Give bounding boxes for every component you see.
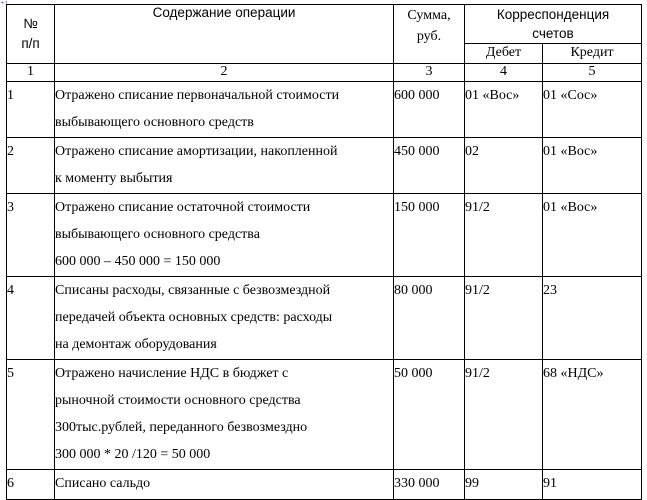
row-description-line: на демонтаж оборудования	[55, 337, 217, 352]
row-description-line: Отражено списание остаточной стоимости	[55, 200, 311, 215]
row-credit: 01 «Сос»	[543, 82, 642, 138]
row-num: 2	[7, 138, 55, 194]
row-sum: 450 000	[394, 138, 465, 194]
colnum-3: 3	[394, 64, 465, 82]
row-debit: 02	[465, 138, 543, 194]
row-description-line: Списаны расходы, связанные с безвозмездной	[55, 283, 331, 298]
row-description-line: 600 000 – 450 000 = 150 000	[55, 254, 221, 269]
row-debit: 91/2	[465, 194, 543, 277]
header-correspondence	[465, 5, 642, 44]
row-description-line: рыночной стоимости основного средства	[55, 393, 301, 408]
row-sum: 50 000	[394, 360, 465, 470]
row-description-line: 300 000 * 20 /120 = 50 000	[55, 447, 211, 462]
header-credit: Кредит	[543, 44, 642, 64]
row-num: 5	[7, 360, 55, 470]
colnum-2: 2	[55, 64, 394, 82]
header-num-line2: п/п	[21, 36, 40, 51]
row-description	[55, 194, 394, 277]
header-sum	[394, 5, 465, 64]
table-row	[7, 360, 642, 470]
row-description	[55, 82, 394, 138]
table-row	[7, 277, 642, 360]
header-sum-line1: Сумма,	[407, 8, 451, 23]
header-content	[55, 5, 394, 64]
row-num: 3	[7, 194, 55, 277]
row-debit: 91/2	[465, 360, 543, 470]
row-description-line: Отражено списание амортизации, накопленной	[55, 144, 338, 159]
header-content-label: Содержание операции	[152, 5, 296, 20]
row-description-line: 300тыс.рублей, переданного безвозмездно	[55, 420, 308, 435]
table-row	[7, 194, 642, 277]
row-sum: 330 000	[394, 470, 465, 500]
row-description	[55, 277, 394, 360]
table-anchor-icon[interactable]: ⁺¹	[0, 0, 8, 9]
row-description	[55, 360, 394, 470]
row-description-line: Отражено начисление НДС в бюджет с	[55, 366, 289, 381]
row-description-line: передачей объекта основных средств: расходы	[55, 310, 333, 325]
colnum-5: 5	[543, 64, 642, 82]
row-credit: 01 «Вос»	[543, 194, 642, 277]
row-description-line: выбывающего основного средств	[55, 115, 254, 130]
header-corr-line1: Корреспонденция	[496, 7, 610, 22]
row-num: 4	[7, 277, 55, 360]
row-num: 6	[7, 470, 55, 500]
row-credit: 91	[543, 470, 642, 500]
table-row	[7, 470, 642, 500]
header-num-line1: №	[23, 16, 38, 31]
header-num	[7, 5, 55, 64]
row-description-line: Отражено списание первоначальной стоимости	[55, 88, 340, 103]
row-num: 1	[7, 82, 55, 138]
row-description-line: к моменту выбытия	[55, 171, 173, 186]
row-sum: 150 000	[394, 194, 465, 277]
colnum-1: 1	[7, 64, 55, 82]
row-description-line: Списано сальдо	[55, 476, 151, 491]
row-description	[55, 470, 394, 500]
header-row-top	[7, 5, 642, 44]
colnum-4: 4	[465, 64, 543, 82]
column-number-row	[7, 64, 642, 82]
row-credit: 01 «Вос»	[543, 138, 642, 194]
table-row	[7, 82, 642, 138]
row-credit: 23	[543, 277, 642, 360]
row-credit: 68 «НДС»	[543, 360, 642, 470]
table-row	[7, 138, 642, 194]
row-debit: 99	[465, 470, 543, 500]
operations-table	[6, 4, 642, 500]
row-debit: 01 «Вос»	[465, 82, 543, 138]
header-sum-line2: руб.	[416, 29, 442, 44]
row-description	[55, 138, 394, 194]
header-debit: Дебет	[465, 44, 543, 64]
row-sum: 80 000	[394, 277, 465, 360]
row-debit: 91/2	[465, 277, 543, 360]
header-corr-line2: счетов	[532, 26, 574, 41]
row-sum: 600 000	[394, 82, 465, 138]
row-description-line: выбывающего основного средства	[55, 227, 260, 242]
